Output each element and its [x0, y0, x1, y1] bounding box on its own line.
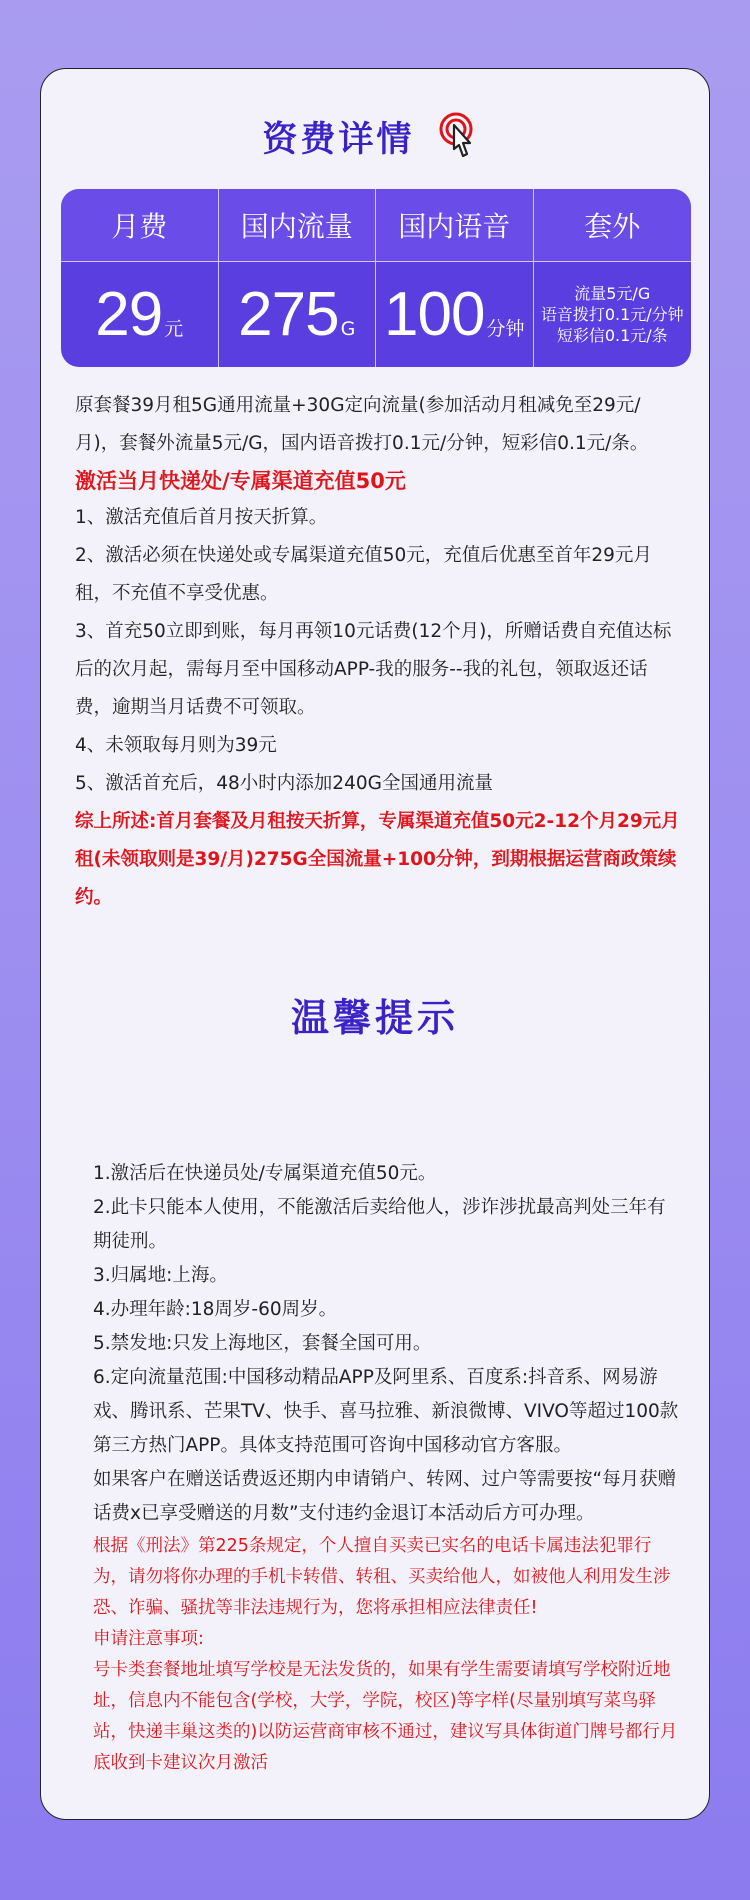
tips-title: 温馨提示 — [290, 996, 459, 1040]
fee-table — [61, 189, 691, 367]
fee-details-title-text: 资费详情 — [262, 120, 415, 160]
rule-item: 2、激活必须在快递处或专属渠道充值50元，充值后优惠至首年29元月租，不充值不享受优惠。 — [75, 545, 652, 604]
extra-charge-voice: 语音拨打0.1元/分钟 — [540, 305, 684, 325]
plan-intro: 原套餐39月租5G通用流量+30G定向流量(参加活动月租减免至29元/月)，套餐外流量5元/G，国内语音拨打0.1元/分钟，短彩信0.1元/条。 — [75, 395, 649, 454]
fee-description — [75, 387, 681, 917]
monthly-fee-value: 29 — [95, 280, 163, 350]
tip-item: 5.禁发地:只发上海地区，套餐全国可用。 — [93, 1333, 432, 1354]
tip-item: 6.定向流量范围:中国移动精品APP及阿里系、百度系:抖音系、网易游戏、腾讯系、芒果TV、快手、喜马拉雅、新浪微博、VIVO等超过100款第三方热门APP。具体支持范围可咨询中国移动官方客服。 — [93, 1367, 679, 1456]
legal-notice: 根据《刑法》第225条规定，个人擅自买卖已实名的电话卡属违法犯罪行为，请勿将你办理的手机卡转借、转租、买卖给他人，如被他人利用发生涉恐、诈骗、骚扰等非法违规行为，您将承担相应法律责任! — [93, 1536, 671, 1618]
summary-note: 综上所述:首月套餐及月租按天折算，专属渠道充值50元2-12个月29元月租(未领取则是39/月)275G全国流量+100分钟，到期根据运营商政策续约。 — [75, 811, 680, 908]
rule-item: 4、未领取每月则为39元 — [75, 735, 277, 756]
apply-notice: 号卡类套餐地址填写学校是无法发货的，如果有学生需要请填写学校附近地址，信息内不能包含(学校，大学，学院，校区)等字样(尽量别填写菜鸟驿站，快递丰巢这类的)以防运营商审核不通过，建议写具体街道门牌号都行月底收到卡建议次月激活 — [93, 1660, 678, 1773]
data-unit: G — [340, 318, 356, 341]
tip-item: 如果客户在赠送话费返还期内申请销户、转网、过户等需要按“每月获赠话费x已享受赠送的月数”支付违约金退订本活动后方可办理。 — [93, 1469, 677, 1524]
voice-unit: 分钟 — [486, 318, 525, 341]
extra-charge-sms: 短彩信0.1元/条 — [556, 326, 668, 346]
rule-item: 5、激活首充后，48小时内添加240G全国通用流量 — [75, 773, 493, 794]
data-cell — [219, 262, 377, 367]
extra-charges-cell — [534, 262, 692, 367]
fee-table-header-voice: 国内语音 — [376, 189, 534, 262]
rule-item: 1、激活充值后首月按天折算。 — [75, 507, 328, 528]
monthly-fee-cell — [61, 262, 219, 367]
tip-item: 3.归属地:上海。 — [93, 1265, 228, 1286]
tip-item: 4.办理年龄:18周岁-60周岁。 — [93, 1299, 338, 1320]
rule-item: 3、首充50立即到账，每月再领10元话费(12个月)，所赠话费自充值达标后的次月起，需每月至中国移动APP-我的服务--我的礼包，领取返还话费，逾期当月话费不可领取。 — [75, 621, 672, 718]
tip-item: 1.激活后在快递员处/专属渠道充值50元。 — [93, 1163, 437, 1184]
voice-value: 100 — [384, 280, 485, 350]
tip-item: 2.此卡只能本人使用，不能激活后卖给他人，涉诈涉扰最高判处三年有期徒刑。 — [93, 1197, 666, 1252]
tips-list — [93, 1157, 683, 1779]
details-card — [40, 68, 710, 1820]
monthly-fee-unit: 元 — [164, 318, 184, 341]
apply-heading: 申请注意事项: — [93, 1629, 204, 1649]
activation-heading: 激活当月快递处/专属渠道充值50元 — [75, 469, 406, 493]
fee-table-header-monthly: 月费 — [61, 189, 219, 262]
voice-cell — [376, 262, 534, 367]
extra-charge-data: 流量5元/G — [574, 284, 651, 304]
data-value: 275 — [238, 280, 339, 350]
pointer-click-icon — [436, 111, 488, 163]
fee-table-header-data: 国内流量 — [219, 189, 377, 262]
fee-details-title — [41, 111, 709, 163]
fee-table-header-extra: 套外 — [534, 189, 692, 262]
